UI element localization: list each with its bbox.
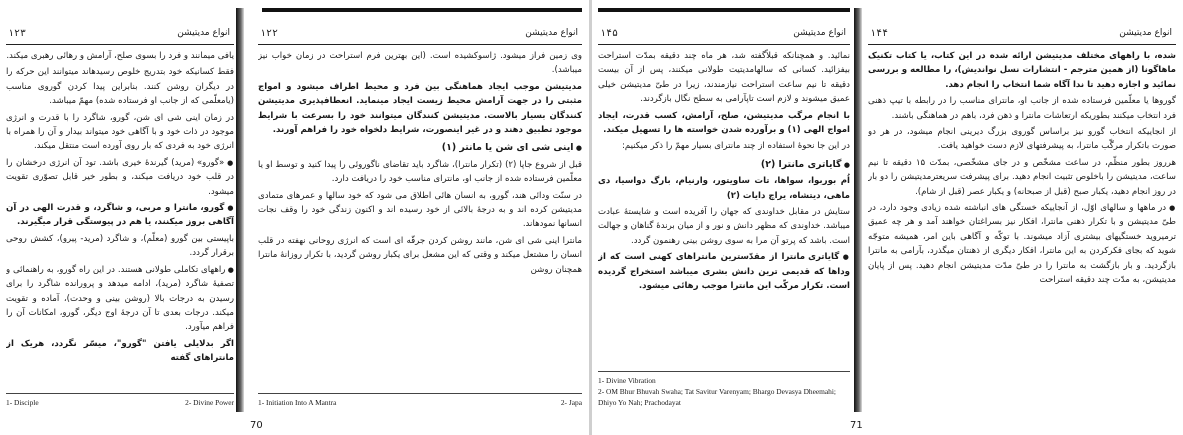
footnote: 2- Divine Power <box>185 398 234 407</box>
paragraph: ● گایاتری مانترا از مقدّسترین مانتراهای کهنی است که از وداها که قدیمی ترین دانش بشری میباشد استخراج گردیده است. تکرار مرکّب این مانترا موجب رهائی میشود. <box>598 250 850 293</box>
mantra-text: اُم بوربوا، سواها، تات ساویتور، وارنیام، بارگ دواسیا، دی ماهی، دیتشاه، یراچ دایات (۲) <box>598 176 850 201</box>
running-title: انواع مدیتیشن <box>177 28 230 38</box>
paragraph: ● گورو، مانترا و مربی، و شاگرد، و قدرت الهی در آن آگاهی بروز میکنند، یا هم در پیوستگی قرار میگیرند. <box>6 201 234 230</box>
footnote: 2- OM Bhur Bhuvah Swaha; Tat Savitur Varenyam; Bhargo Devasya Dheemahi; Dhiyo Yo Nah; Prachodayat <box>598 387 836 407</box>
paragraph: در این جا نحوهٔ استفاده از چند مانترای بسیار مهمّ را ذکر میکنیم: <box>621 141 850 152</box>
paragraph: فقط کسانیکه خود بتدریج خلوص رسیدهاند میتوانند این حرکه را در دیگران روشن کنند. بنابراین پیدا کردن گوروی مناسب (یامعلّمی که از جانب او فرستاده شده) مهمّ میباشد. <box>6 67 234 107</box>
section-heading: ● اینی شی ای شن یا مانتر (۱) <box>258 141 582 155</box>
book-page-144 <box>868 26 1176 412</box>
page-number: ۱۲۲ <box>260 28 279 39</box>
scan-edge-shadow <box>262 8 582 12</box>
scan-edge-shadow <box>598 8 850 12</box>
paragraph: یافی میمانند و فرد را بسوی صلح، آرامش و رهائی رهبری میکند. <box>6 51 234 61</box>
page-body <box>868 49 1176 288</box>
paragraph: مانترا اینی شی ای شن، مانند روشن کردن جرقّه ای است که انرژی روحانی نهفته در قلب انسان را مشتعل میکند و وقتی که این مشعل برای یکبار روشن گردید، با تکرار روزانهٔ مانترا همچنان روشن <box>258 235 582 275</box>
footnote: 1- Disciple <box>6 398 39 407</box>
paragraph: ● در ماهها و سالهای اوّل، از آنجاییکه خستگی های انباشته شده زیادی وجود دارد، در طیّ مدیتیشن و با تکرار ذهنی مانترا، افکار نیز بسراغتان خواهند آمد و هر چه عمیق ترمیروید خستگیهای بیشتری آزاد میشوند. با توکّه و آگاهی باین امر، همیشه متوجّه شوید که بجای فکرکردن به این مانترا، افکار دیگری از ذهنتان میگذرد، بآرامی به مانترا بازگردید. و بار بازگشت به مانترا را در طیّ مدّت مدیتیشن انجام دهید. پس از پایان مدیتیشن، به مدّت چند دقیقه استراحت <box>868 201 1176 287</box>
footnote: 2- Japa <box>560 398 582 407</box>
paragraph: گوروها یا معلّمین فرستاده شده از جانب او، مانترای مناسب را در رابطه با تیپ ذهنی فرد انتخاب میکنند بطوریکه ارتعاشات مانترا و ذهن فرد، باهم در هماهنگی باشند. <box>868 96 1176 121</box>
page-header <box>6 26 234 45</box>
paragraph: باپیستی بین گورو (معلّم)، و شاگرد (مرید- پیرو)، کشش روحی برقرار گردد. <box>6 233 234 259</box>
page-number: ۱۲۳ <box>8 28 27 39</box>
page-body <box>258 49 582 277</box>
sheet-number: 70 <box>250 420 263 431</box>
footnote: 1- Initiation Into A Mantra <box>258 398 337 407</box>
book-page-122 <box>258 26 582 412</box>
footnotes <box>598 371 850 408</box>
paragraph: با انجام مرگب مدیتیشن، صلح، آرامش، کسب قدرت، ایجاد امواج الهی (۱) و برآورده شدن خواسته ها را تسهیل میکند. <box>598 110 850 136</box>
paragraph: ستایش در مقابل خداوندی که جهان را آفریده است و شایستهٔ عبادت میباشد. خداوندی که مظهر دانش و نور و از میان برندهٔ گناهان و جهالت است. باشد که پرتو آن مرا به سوی روشن بینی رهنمون گردد. <box>598 207 850 246</box>
paragraph: در زمان اینی شی ای شن، گورو، شاگرد را با قدرت و انرژی موجود در ذات خود و با آگاهی خود میتواند بیدار و آن را همراه با انرژی خود به فردی که بار روی آورده است منتقل میکند. <box>6 112 234 152</box>
page-body <box>598 49 850 294</box>
page-body <box>6 49 234 366</box>
paragraph: قبل از شروع جاپا (۲) (تکرار مانترا)، شاگرد باید تقاضای ناگوروئی را پیدا کنید و توسط او یا معلّمین فرستاده شده از جانب او، مانترای مناسب خود را دریافت دارد. <box>258 159 582 185</box>
paragraph: نمائید. و همچنانکه قبلاًگفته شد، هر ماه چند دقیقه بمدّت استراحت بیفزائید. کسانی که سالهامدیتیت طولانی میکنند، پس از آن بیست دقیقه تا نیم ساعت استراحت نیازمندند، زیرا در طیّ مدیتیشن خیلی عمیق میشوند و لازم است تاپآرامی به سطح نگال بازگردند. <box>598 51 850 105</box>
footnotes <box>258 393 582 408</box>
paragraph: در سنّت ودائی هند، گورو، به انسان هائی اطلاق می شود که خود سالها و عمرهای متمادی مدیتیشن کرده اند و به درجهٔ بالائی از خود رسیده اند و اکنون زندگی خود را وقف نجات انسانها نمودهاند. <box>258 190 582 230</box>
book-page-145 <box>598 26 850 412</box>
running-title: انواع مدیتیشن <box>793 28 846 38</box>
page-header <box>258 26 582 45</box>
page-header <box>868 26 1176 45</box>
book-gutter-shadow <box>854 8 862 412</box>
page-number: ۱۴۵ <box>600 28 619 39</box>
paragraph: شده، با راههای مختلف مدیتیشن ارائه شده در این کتاب، یا کتاب تکنیک ماهاگونا (از همین مترجم - انتشارات نسل نواندیش)، را مطالعه و بررسی نمائید و اجازه دهید تا ندا آگاه شما انتخاب را انجام دهد. <box>868 51 1176 90</box>
page-header <box>598 26 850 45</box>
section-heading: ● گایاتری مانترا (۲) <box>598 158 850 172</box>
paragraph: ● «گورو» (مرید) گیرندهٔ خیری باشد. تود آن انرژی درخشان را در قلب خود دریافت میکند، و بطور خیر قابل تصوّری تقویت میشود. <box>6 156 234 199</box>
sheet-number: 71 <box>850 420 863 431</box>
running-title: انواع مدیتیشن <box>525 28 578 38</box>
footnote: 1- Divine Vibration <box>598 376 656 385</box>
scan-sheet-right <box>592 0 1183 435</box>
paragraph: هرروز بطور منظّم، در ساعت مشخّص و در جای مشخّصی، بمدّت ۱۵ دقیقه تا نیم ساعت، مدیتیشن را باخلوص تثبیت انجام دهید. برای پیشرفت سریعترمدیتیشن را دو بار در روز انجام دهید، یکبار صبح (قبل از صبحانه) و یکبار عصر (قبل از شام). <box>868 157 1176 197</box>
page-number: ۱۴۴ <box>870 28 889 39</box>
running-title: انواع مدیتیشن <box>1119 28 1172 38</box>
footnotes <box>6 393 234 408</box>
paragraph: ● راههای تکاملی طولانی هستند. در این راه گورو، به راهنمائی و تصفیهٔ شاگرد (مرید)، ادامه میدهد و پرورانده شاگرد را برای رسیدن به درجات بالا (روشن بینی و وحدت)، آماده و تقویت میکند. درجات بعدی تا آن درجهٔ اوج دیگر، گورو، امکانات آن را فراهم میآورد. <box>6 263 234 335</box>
paragraph: وی زمین فراز میشود. ژاسوکشیده است. (این بهترین فرم استراحت در زمان خواب نیز میباشد). <box>258 51 582 76</box>
book-gutter-shadow <box>236 8 244 412</box>
paragraph: اگر بدلایلی یافتن "گورو"، میسّر نگردد، هریک از مانتراهای گفته <box>6 338 234 364</box>
scan-sheet-left <box>0 0 590 435</box>
paragraph: از انجاییکه انتخاب گورو نیز براساس گوروی بزرگ دیرینی انجام میشود، در هر دو صورت باتکرار مرگّب مانترا، به پیشرفتهای لازم دست خواهید یافت. <box>868 127 1176 152</box>
paragraph: مدیتیشن موجب ایجاد هماهنگی بین فرد و محیط اطراف میشود و امواج مثبتی را در جهت آرامش محیط زیست ایجاد مینماید. انعطافپذیری مدیتیشن کنندگان بسیار بالاست. مدیتیشن کنندگان میتوانند خود را بسرعت با شرایط موجود تطبیق دهند و در غیر اینصورت، شرایط دلخواه خود را فراهم آورند. <box>258 81 582 136</box>
book-page-123 <box>6 26 234 412</box>
